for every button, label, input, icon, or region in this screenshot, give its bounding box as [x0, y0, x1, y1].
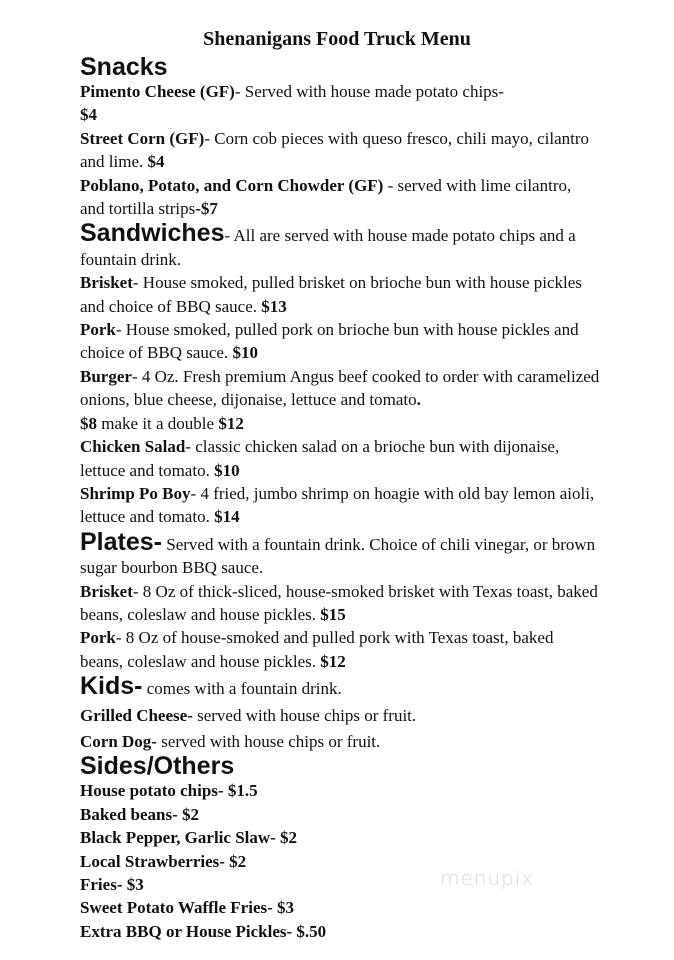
- list-item: House potato chips- $1.5: [80, 781, 258, 801]
- menu-item: Burger- 4 Oz. Fresh premium Angus beef cooked to order with caramelized onions, blue cheese, dijonaise, lettuce and tomato. $8 make it a double $12: [80, 366, 600, 433]
- watermark-logo: menupix: [440, 866, 535, 890]
- section-heading-snacks: Snacks: [80, 53, 168, 81]
- menu-item: Poblano, Potato, and Corn Chowder (GF) - served with lime cilantro, and tortilla strips-$7: [80, 175, 572, 219]
- menu-item: Pimento Cheese (GF)- Served with house made potato chips- $4: [80, 82, 504, 125]
- menu-item: Grilled Cheese- served with house chips or fruit.: [80, 705, 417, 725]
- menu-item: Brisket- House smoked, pulled brisket on brioche bun with house pickles and choice of BBQ sauce. $13: [80, 273, 582, 316]
- menu-item: Chicken Salad- classic chicken salad on a brioche bun with dijonaise, lettuce and tomato. $10: [80, 437, 560, 480]
- list-item: Local Strawberries- $2: [80, 851, 247, 871]
- section-sides: [80, 753, 600, 943]
- section-heading-sandwiches: Sandwiches- All are served with house made potato chips and a fountain drink.: [80, 219, 576, 269]
- menu-page: [80, 26, 600, 943]
- menu-item: Brisket- 8 Oz of thick-sliced, house-smoked brisket with Texas toast, baked beans, coleslaw and house pickles. $15: [80, 581, 598, 624]
- menu-title: Shenanigans Food Truck Menu: [203, 28, 471, 50]
- menu-item: Pork- House smoked, pulled pork on brioche bun with house pickles and choice of BBQ sauce. $10: [80, 320, 579, 363]
- menu-item: Shrimp Po Boy- 4 fried, jumbo shrimp on hoagie with old bay lemon aioli, lettuce and tomato. $14: [80, 483, 595, 527]
- menu-item: Corn Dog- served with house chips or fruit.: [80, 731, 381, 751]
- section-heading-plates: Plates- Served with a fountain drink. Choice of chili vinegar, or brown sugar bourbon BBQ sauce.: [80, 527, 596, 578]
- menu-item: Street Corn (GF)- Corn cob pieces with queso fresco, chili mayo, cilantro and lime. $4: [80, 128, 590, 172]
- section-kids: [80, 673, 600, 753]
- section-plates: [80, 529, 600, 673]
- section-sandwiches: [80, 220, 600, 528]
- list-item: Fries- $3: [80, 875, 144, 894]
- list-item: Sweet Potato Waffle Fries- $3: [80, 898, 295, 918]
- menu-item: Pork- 8 Oz of house-smoked and pulled pork with Texas toast, baked beans, coleslaw and house pickles. $12: [80, 628, 554, 671]
- section-heading-kids: Kids- comes with a fountain drink.: [80, 672, 342, 701]
- list-item: Baked beans- $2: [80, 804, 200, 824]
- list-item: Black Pepper, Garlic Slaw- $2: [80, 828, 298, 848]
- list-item: Extra BBQ or House Pickles- $.50: [80, 921, 327, 941]
- section-heading-sides: Sides/Others: [80, 752, 235, 781]
- section-snacks: [80, 54, 600, 220]
